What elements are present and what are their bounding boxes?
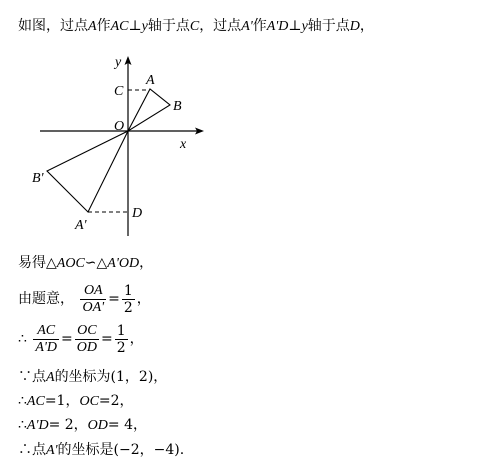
point-label: A bbox=[88, 19, 97, 34]
equals: = bbox=[101, 331, 113, 347]
text: 的坐标是(−2，−4). bbox=[57, 442, 185, 458]
point-label: D bbox=[349, 19, 360, 34]
text: 作 bbox=[96, 18, 111, 34]
text: =2， bbox=[98, 393, 134, 409]
fraction bbox=[80, 283, 106, 316]
line-similar bbox=[18, 254, 153, 273]
label-Bp: B' bbox=[32, 171, 44, 186]
denominator: 2 bbox=[123, 299, 133, 316]
label-A: A bbox=[146, 73, 155, 88]
point-label: C bbox=[189, 19, 200, 34]
denominator: OA' bbox=[82, 299, 105, 315]
text: 如图，过点 bbox=[18, 18, 88, 34]
numerator: 1 bbox=[116, 322, 126, 339]
line-ratio bbox=[18, 280, 151, 318]
segment-label: OC bbox=[79, 394, 99, 409]
triangle-name: AOC bbox=[56, 256, 85, 271]
text: 的坐标为(1，2)， bbox=[54, 369, 168, 385]
text: = 2， bbox=[48, 417, 88, 433]
denominator: A'D bbox=[35, 339, 58, 355]
label-y: y bbox=[115, 55, 122, 70]
line-point-a bbox=[18, 368, 167, 387]
label-D: D bbox=[132, 206, 143, 221]
triangle-name: A'OD bbox=[107, 256, 140, 271]
numerator: OC bbox=[75, 323, 99, 340]
segment-label: A'D bbox=[266, 19, 289, 34]
equals: = bbox=[61, 331, 73, 347]
equals: = bbox=[108, 291, 120, 307]
fraction bbox=[122, 283, 135, 316]
text: ，过点 bbox=[199, 18, 242, 34]
denominator: OD bbox=[76, 339, 97, 355]
geometry-figure bbox=[0, 40, 495, 290]
text: ， bbox=[139, 255, 154, 271]
label-O: O bbox=[114, 119, 125, 134]
text: ∽△ bbox=[84, 255, 108, 271]
therefore-symbol: ∴ bbox=[18, 417, 27, 433]
line-answer bbox=[18, 441, 184, 460]
fraction bbox=[33, 323, 59, 356]
text: 轴于点 bbox=[307, 18, 350, 34]
text: ， bbox=[129, 331, 144, 347]
perp-symbol: ⊥ bbox=[288, 18, 302, 34]
point-label: A' bbox=[46, 443, 58, 458]
text: ∴点 bbox=[18, 442, 46, 458]
triangle-OAB bbox=[128, 89, 170, 131]
fraction bbox=[115, 323, 128, 356]
point-label: A bbox=[46, 370, 55, 385]
fraction bbox=[75, 323, 99, 356]
segment-label: AC bbox=[110, 19, 129, 34]
numerator: AC bbox=[33, 323, 59, 340]
therefore-symbol: ∴ bbox=[18, 393, 27, 409]
triangle-OApBp bbox=[47, 131, 128, 212]
text: ， bbox=[136, 291, 151, 307]
label-Ap: A' bbox=[75, 218, 87, 233]
text: 易得△ bbox=[18, 255, 57, 271]
point-label: A' bbox=[241, 19, 253, 34]
axis-label: y bbox=[141, 19, 148, 34]
line-ac-oc bbox=[18, 392, 134, 411]
therefore-symbol: ∴ bbox=[18, 331, 27, 347]
numerator: 1 bbox=[123, 282, 133, 299]
text: ， bbox=[359, 18, 374, 34]
intro-line bbox=[18, 17, 374, 36]
text: = 4， bbox=[107, 417, 147, 433]
label-x: x bbox=[180, 137, 187, 152]
segment-label: AC bbox=[26, 394, 45, 409]
numerator: OA bbox=[80, 283, 106, 300]
text: =1， bbox=[44, 393, 80, 409]
axis-label: y bbox=[301, 19, 308, 34]
text: 作 bbox=[252, 18, 267, 34]
line-therefore-ratio bbox=[18, 320, 144, 358]
text: ∵点 bbox=[18, 369, 46, 385]
line-apd-od bbox=[18, 416, 147, 435]
perp-symbol: ⊥ bbox=[128, 18, 142, 34]
segment-label: A'D bbox=[26, 418, 49, 433]
segment-label: OD bbox=[87, 418, 108, 433]
text: 由题意， bbox=[18, 291, 74, 307]
denominator: 2 bbox=[116, 339, 126, 356]
label-C: C bbox=[114, 84, 124, 99]
text: 轴于点 bbox=[147, 18, 190, 34]
label-B: B bbox=[173, 99, 182, 114]
